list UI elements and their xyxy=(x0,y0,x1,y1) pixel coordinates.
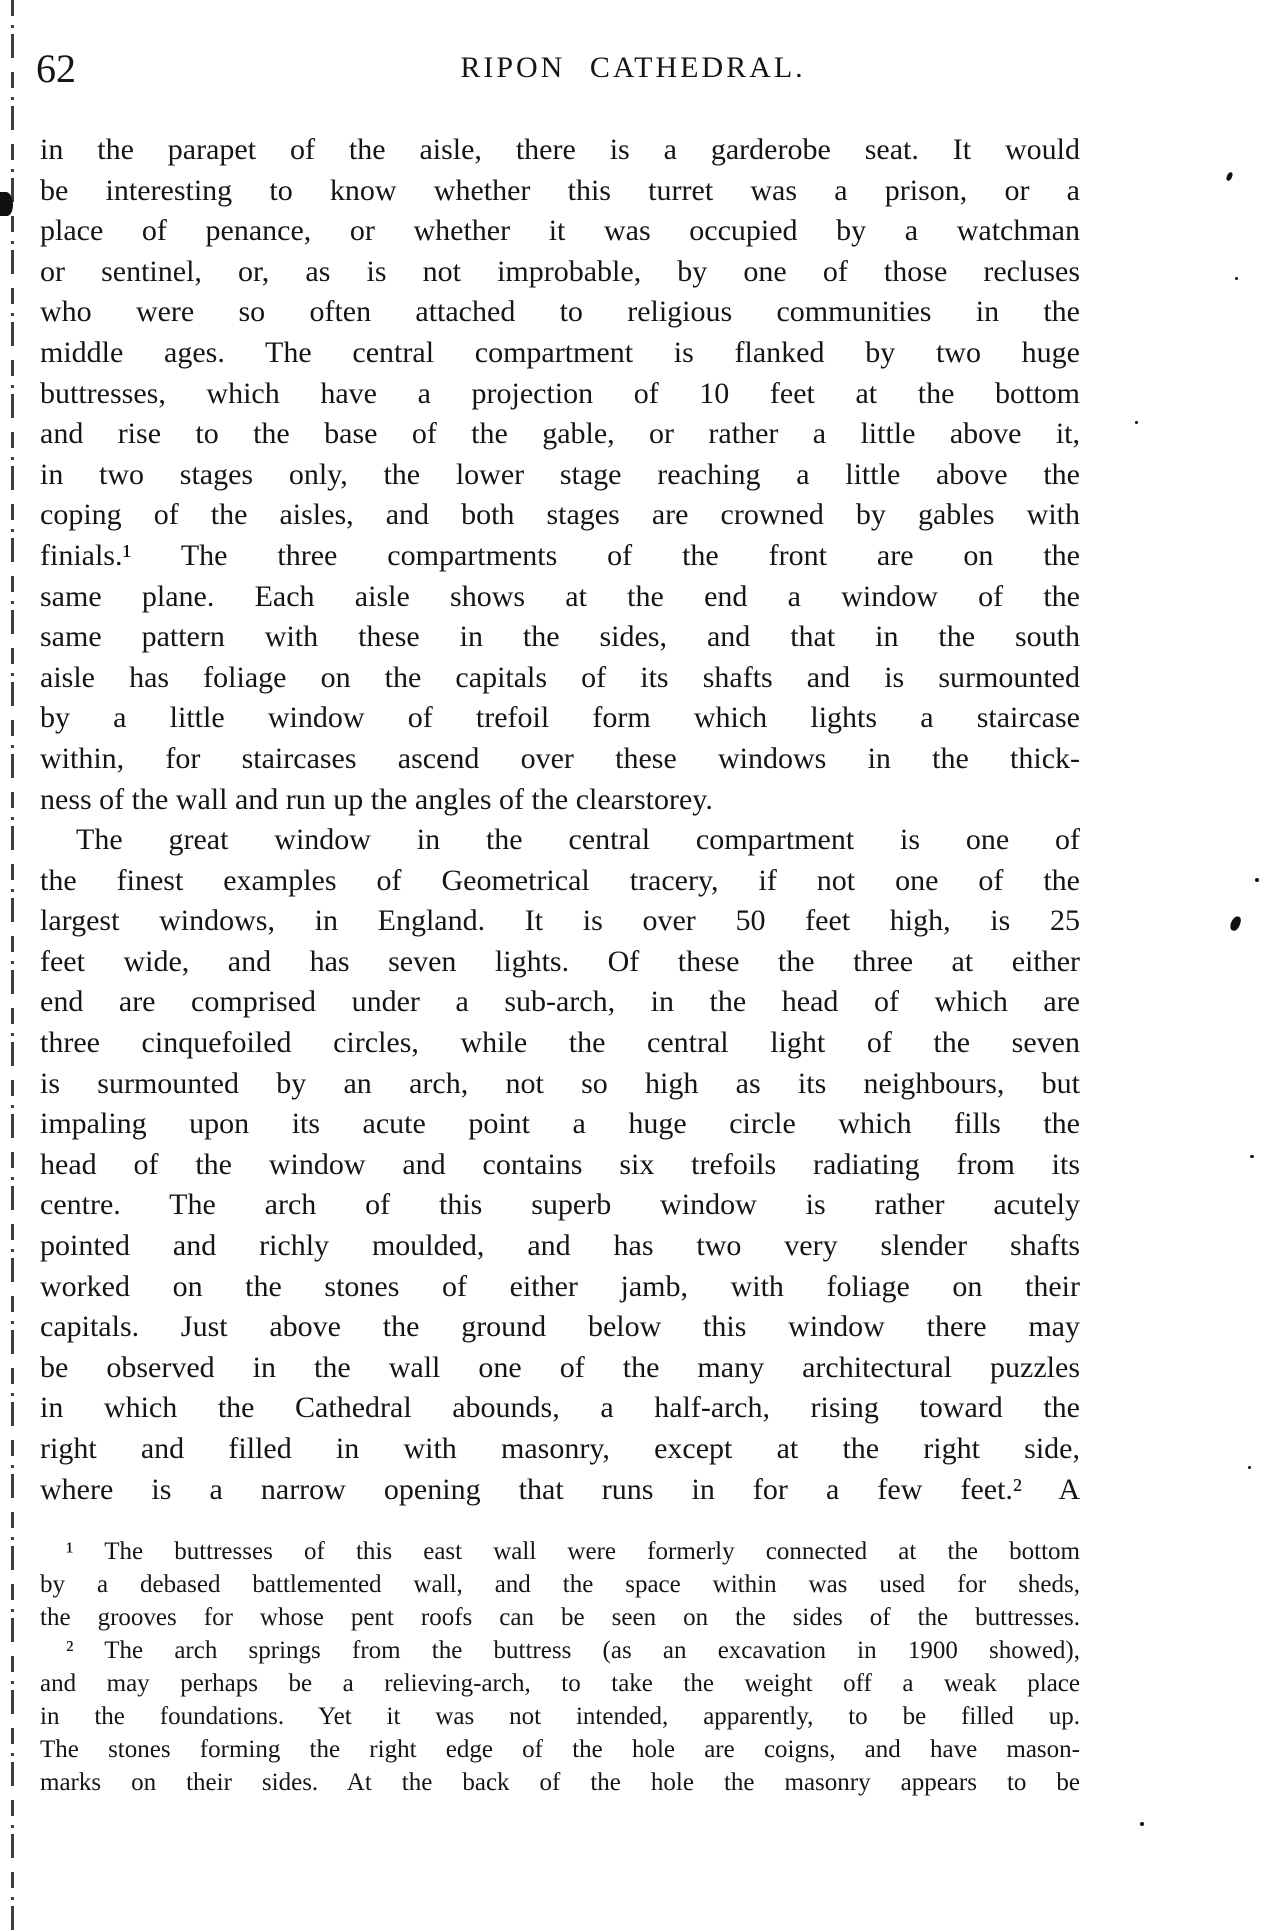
ink-speck xyxy=(1225,171,1233,181)
text-line: buttresses, which have a projection of 10 feet at the bottom xyxy=(40,376,1080,410)
text-line: end are comprised under a sub-arch, in the head of which are xyxy=(40,985,1080,1019)
text-line: be observed in the wall one of the many architectural puzzles xyxy=(40,1350,1080,1384)
page-number: 62 xyxy=(36,46,76,91)
text-line: impaling upon its acute point a huge circle which fills the xyxy=(40,1107,1080,1141)
text-line: in the foundations. Yet it was not intended, apparently, to be filled up. xyxy=(40,1703,1080,1730)
text-line: three cinquefoiled circles, while the central light of the seven xyxy=(40,1026,1080,1060)
text-line: ¹ The buttresses of this east wall were formerly connected at the bottom xyxy=(66,1538,1080,1565)
text-line: or sentinel, or, as is not improbable, by one of those recluses xyxy=(40,254,1080,288)
ink-speck xyxy=(1140,1822,1144,1826)
text-line: feet wide, and has seven lights. Of these the three at either xyxy=(40,944,1080,978)
text-line: The great window in the central compartment is one of xyxy=(76,823,1080,857)
text-line: by a debased battlemented wall, and the space within was used for sheds, xyxy=(40,1571,1080,1598)
text-line: coping of the aisles, and both stages are crowned by gables with xyxy=(40,498,1080,532)
page-edge-line xyxy=(11,0,14,1931)
footnotes xyxy=(40,1535,1080,1799)
text-line: same pattern with these in the sides, and that in the south xyxy=(40,620,1080,654)
text-line: within, for staircases ascend over these windows in the thick- xyxy=(40,741,1080,775)
text-line: in which the Cathedral abounds, a half-arch, rising toward the xyxy=(40,1391,1080,1425)
text-line: marks on their sides. At the back of the hole the masonry appears to be xyxy=(40,1769,1080,1796)
ink-speck xyxy=(1250,1155,1254,1158)
text-line: the finest examples of Geometrical tracery, if not one of the xyxy=(40,863,1080,897)
running-header: RIPON CATHEDRAL. xyxy=(460,51,806,84)
ink-speck xyxy=(1229,915,1242,932)
text-line: middle ages. The central compartment is flanked by two huge xyxy=(40,335,1080,369)
text-line: capitals. Just above the ground below this window there may xyxy=(40,1310,1080,1344)
text-line: is surmounted by an arch, not so high as its neighbours, but xyxy=(40,1066,1080,1100)
text-line: in the parapet of the aisle, there is a garderobe seat. It would xyxy=(40,133,1080,166)
ink-speck xyxy=(1135,421,1138,424)
text-line: same plane. Each aisle shows at the end a window of the xyxy=(40,579,1080,613)
text-line: ness of the wall and run up the angles of the clearstorey. xyxy=(40,782,713,816)
text-line: in two stages only, the lower stage reaching a little above the xyxy=(40,457,1080,491)
text-line: the grooves for whose pent roofs can be seen on the sides of the buttresses. xyxy=(40,1604,1080,1631)
text-line: ² The arch springs from the buttress (as an excavation in 1900 showed), xyxy=(66,1637,1080,1664)
ink-speck xyxy=(1248,1466,1251,1469)
text-line: The stones forming the right edge of the hole are coigns, and have mason- xyxy=(40,1736,1080,1763)
text-line: pointed and richly moulded, and has two very slender shafts xyxy=(40,1229,1080,1263)
text-line: where is a narrow opening that runs in for a few feet.² A xyxy=(40,1472,1080,1506)
text-line: who were so often attached to religious communities in the xyxy=(40,295,1080,329)
ink-speck xyxy=(1255,878,1259,882)
scan-edge-blob xyxy=(0,192,13,216)
text-line: and may perhaps be a relieving-arch, to take the weight off a weak place xyxy=(40,1670,1080,1697)
text-line: centre. The arch of this superb window is rather acutely xyxy=(40,1188,1080,1222)
text-line: right and filled in with masonry, except at the right side, xyxy=(40,1432,1080,1465)
text-line: and rise to the base of the gable, or rather a little above it, xyxy=(40,417,1080,451)
text-line: finials.¹ The three compartments of the front are on the xyxy=(40,538,1080,572)
text-line: aisle has foliage on the capitals of its shafts and is surmounted xyxy=(40,660,1080,694)
text-line: worked on the stones of either jamb, with foliage on their xyxy=(40,1269,1080,1303)
text-line: head of the window and contains six trefoils radiating from its xyxy=(40,1147,1080,1181)
text-line: be interesting to know whether this turret was a prison, or a xyxy=(40,173,1080,207)
body-text xyxy=(40,130,1080,1510)
text-line: by a little window of trefoil form which lights a staircase xyxy=(40,701,1080,735)
ink-speck xyxy=(1235,277,1238,280)
text-line: place of penance, or whether it was occupied by a watchman xyxy=(40,214,1080,248)
text-line: largest windows, in England. It is over 50 feet high, is 25 xyxy=(40,904,1080,938)
